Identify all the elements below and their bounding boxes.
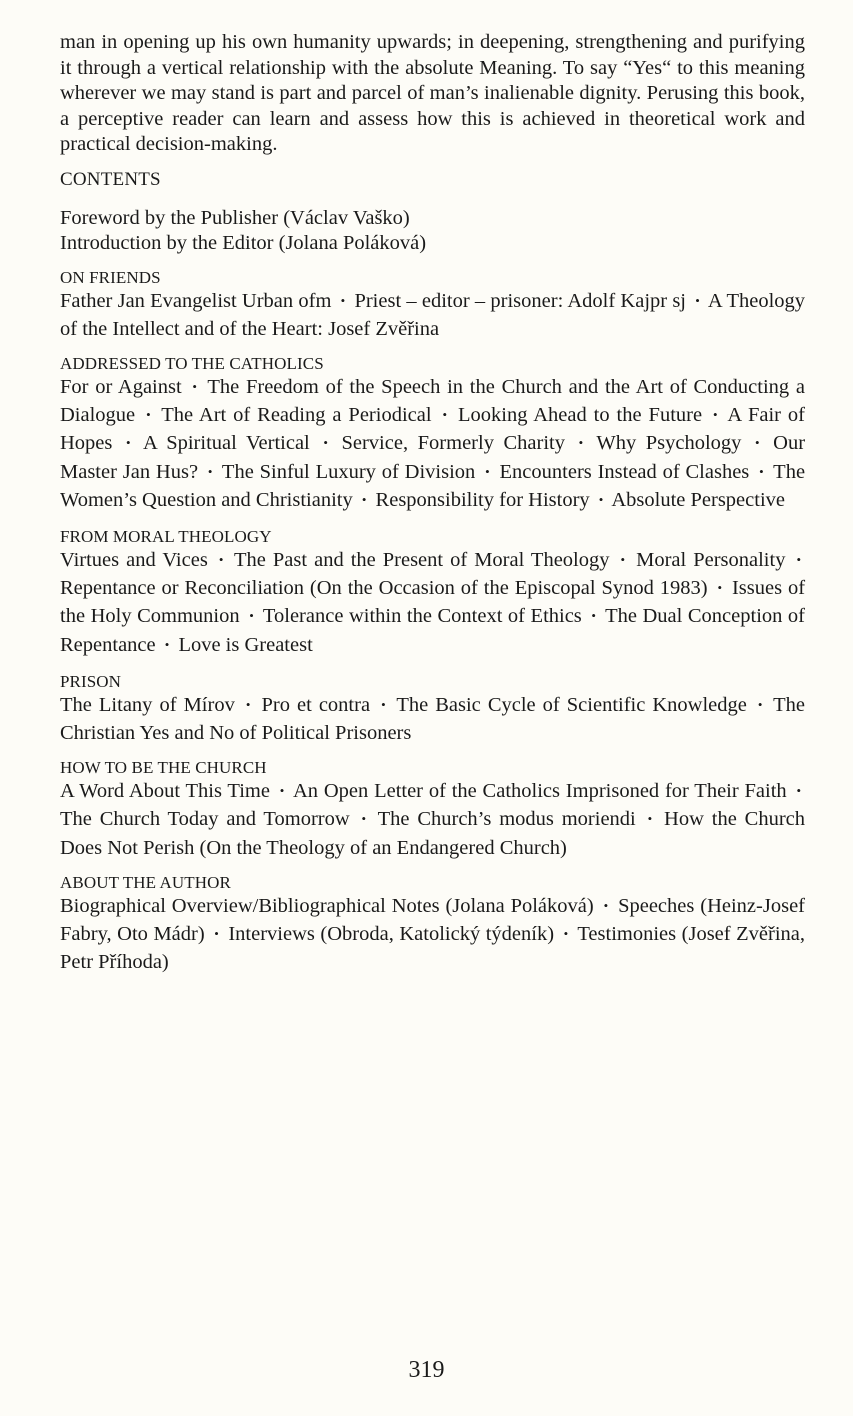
contents-item: Interviews (Obroda, Katolický týdeník): [228, 922, 555, 945]
contents-item: The Church’s modus moriendi: [377, 808, 636, 831]
contents-item: Encounters Instead of Clashes: [499, 460, 750, 483]
bullet-separator: •: [755, 435, 760, 451]
contents-item: A Fair of Hopes: [60, 404, 806, 455]
contents-item: The Christian Yes and No of Political Prisoners: [60, 693, 806, 744]
bullet-separator: •: [164, 636, 170, 652]
intro-paragraph: man in opening up his own humanity upwards; in deepening, strengthening and purifying it through a vertical relationship with the absolute Meaning. To say “Yes“ to this meaning wherever we may stand is part and parcel of man’s inalienable dignity. Perusing this book, a perceptive reader can learn and assess how this is achieved in theoretical work and practical decision-making.: [60, 31, 805, 155]
contents-item: Absolute Perspective: [611, 488, 785, 511]
bullet-separator: •: [218, 551, 224, 567]
section-title: ADDRESSED TO THE CATHOLICS: [60, 353, 324, 373]
contents-item: A Word About This Time: [60, 780, 270, 803]
contents-section: [60, 268, 805, 342]
bullet-separator: •: [647, 811, 653, 827]
bullet-separator: •: [796, 783, 802, 799]
section-items: [60, 893, 805, 976]
contents-item: The Freedom of the Speech in the Church and the Art of Conducting a Dialogue: [60, 375, 806, 427]
contents-item: The Basic Cycle of Scientific Knowledge: [396, 693, 747, 716]
bullet-separator: •: [214, 925, 219, 941]
contents-section: [60, 354, 805, 515]
bullet-separator: •: [381, 696, 386, 712]
contents-item: Repentance or Reconciliation (On the Occasion of the Episcopal Synod 1983): [60, 577, 708, 600]
bullet-separator: •: [146, 407, 151, 423]
bullet-separator: •: [245, 696, 251, 712]
contents-item: For or Against: [60, 375, 182, 398]
contents-item: Father Jan Evangelist Urban ofm: [60, 289, 332, 312]
contents-item: The Sinful Luxury of Division: [221, 460, 476, 483]
contents-item: Testimonies (Josef Zvěřina, Petr Příhoda): [60, 922, 806, 974]
front-matter-item-introduction: Introduction by the Editor (Jolana Poláková): [60, 231, 427, 254]
contents-item: Our Master Jan Hus?: [60, 432, 806, 483]
contents-item: The Art of Reading a Periodical: [161, 404, 432, 427]
bullet-separator: •: [591, 608, 596, 624]
contents-item: Speeches (Heinz-Josef Fabry, Oto Mádr): [60, 894, 805, 945]
contents-item: The Church Today and Tomorrow: [60, 808, 350, 831]
section-title: HOW TO BE THE CHURCH: [60, 758, 267, 778]
bullet-separator: •: [598, 491, 604, 507]
section-title: ON FRIENDS: [60, 267, 161, 287]
contents-section: [60, 527, 805, 660]
bullet-separator: •: [796, 551, 802, 567]
section-items: [60, 288, 805, 342]
contents-item: Priest – editor – prisoner: Adolf Kajpr sj: [354, 289, 687, 312]
contents-item: Moral Personality: [636, 548, 786, 571]
bullet-separator: •: [713, 407, 718, 423]
bullet-separator: •: [249, 608, 254, 624]
bullet-separator: •: [485, 463, 490, 479]
contents-item: How the Church Does Not Perish (On the Theology of an Endangered Church): [60, 808, 805, 859]
section-items: [60, 374, 805, 515]
bullet-separator: •: [717, 580, 723, 596]
bullet-separator: •: [361, 491, 367, 507]
section-items: [60, 547, 805, 660]
bullet-separator: •: [603, 897, 609, 913]
contents-item: Love is Greatest: [178, 633, 313, 656]
contents-item: Issues of the Holy Communion: [60, 577, 806, 628]
contents-item: Looking Ahead to the Future: [457, 404, 703, 427]
contents-item: The Litany of Mírov: [60, 693, 235, 716]
contents-item: Biographical Overview/Bibliographical Notes (Jolana Poláková): [60, 894, 594, 917]
bullet-separator: •: [563, 925, 569, 941]
contents-heading: CONTENTS: [60, 168, 161, 190]
bullet-separator: •: [192, 378, 197, 394]
contents-item: Why Psychology: [596, 432, 742, 455]
bullet-separator: •: [695, 292, 700, 308]
contents-section: [60, 873, 805, 976]
bullet-separator: •: [757, 696, 763, 712]
contents-section: [60, 758, 805, 861]
contents-item: A Theology of the Intellect and of the Heart: Josef Zvěřina: [60, 289, 806, 340]
bullet-separator: •: [340, 292, 346, 308]
front-matter-item-foreword: Foreword by the Publisher (Václav Vaško): [60, 206, 410, 229]
bullet-separator: •: [442, 407, 448, 423]
bullet-separator: •: [578, 435, 584, 451]
contents-item: Virtues and Vices: [60, 548, 208, 571]
contents-item: An Open Letter of the Catholics Imprisoned for Their Faith: [293, 780, 787, 803]
section-title: FROM MORAL THEOLOGY: [60, 526, 272, 546]
bullet-separator: •: [759, 463, 764, 479]
section-items: [60, 778, 805, 861]
contents-item: A Spiritual Vertical: [142, 432, 310, 455]
bullet-separator: •: [361, 811, 367, 827]
section-items: [60, 692, 805, 746]
bullet-separator: •: [323, 435, 328, 451]
page-content: [60, 30, 805, 975]
contents-item: Tolerance within the Context of Ethics: [262, 605, 582, 628]
bullet-separator: •: [279, 783, 285, 799]
contents-section: [60, 672, 805, 746]
contents-item: The Women’s Question and Christianity: [60, 460, 806, 511]
section-title: ABOUT THE AUTHOR: [60, 872, 231, 892]
bullet-separator: •: [207, 463, 213, 479]
bullet-separator: •: [125, 435, 131, 451]
contents-item: Responsibility for History: [375, 488, 590, 511]
bullet-separator: •: [620, 551, 626, 567]
contents-item: The Past and the Present of Moral Theology: [234, 548, 610, 571]
contents-item: The Dual Conception of Repentance: [60, 605, 806, 656]
front-matter: [60, 206, 805, 256]
contents-item: Pro et contra: [261, 693, 371, 716]
page-number: 319: [408, 1357, 445, 1383]
section-title: PRISON: [60, 671, 122, 691]
contents-item: Service, Formerly Charity: [341, 432, 565, 455]
contents-sections: [60, 268, 805, 976]
